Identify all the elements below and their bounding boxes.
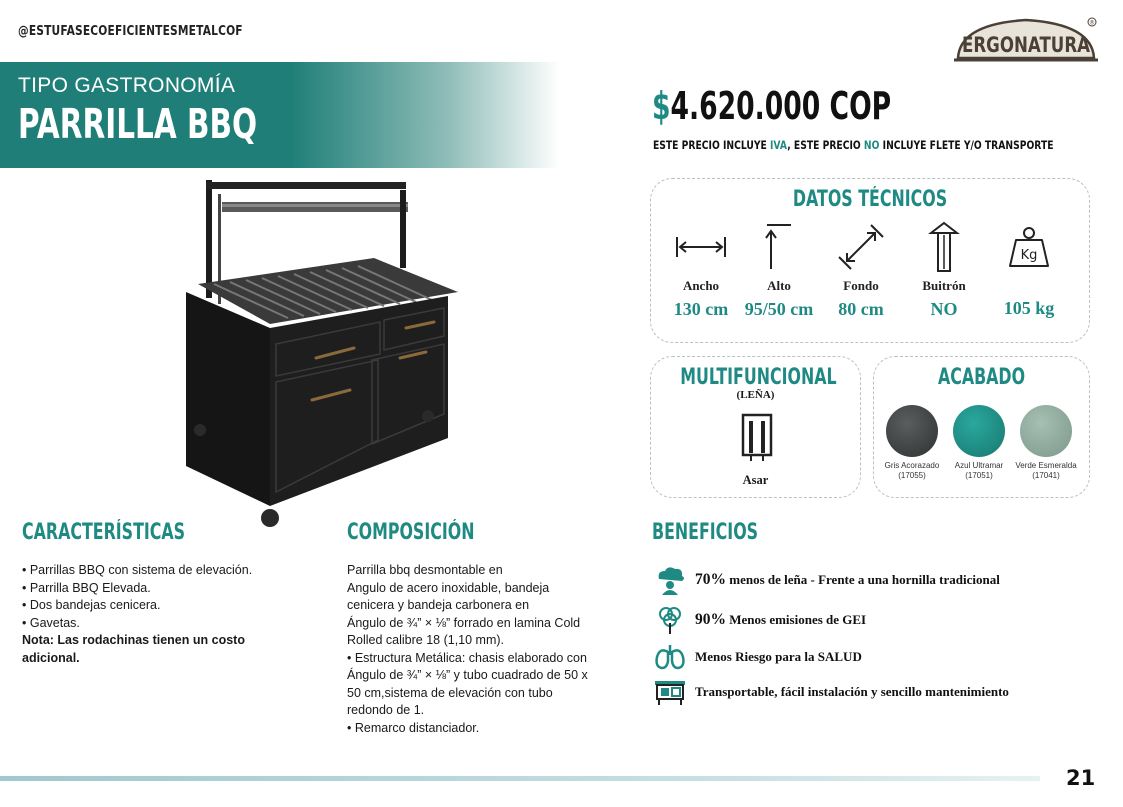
asar-label: Asar: [742, 473, 769, 487]
beneficios-title: BENEFICIOS: [652, 520, 759, 545]
composicion-list: [347, 562, 647, 737]
multifuncional-subtitle: (LEÑA): [736, 389, 775, 401]
spec-buitron: [896, 221, 992, 320]
list-item: • Gavetas.: [22, 615, 80, 630]
acabado-title: ACABADO: [937, 365, 1026, 390]
price-amount: 4.620.000 COP: [670, 84, 892, 128]
benefit-salud: [652, 641, 862, 673]
list-item: Angulo de acero inoxidable, bandeja: [347, 580, 550, 595]
swatch-code: (17055): [898, 471, 926, 480]
swatch-gris-acorazado[interactable]: [886, 405, 938, 481]
weight-icon: [981, 221, 1077, 273]
acabado-panel: [873, 356, 1090, 498]
spec-value: 80 cm: [838, 299, 884, 319]
spec-label: Alto: [767, 278, 791, 293]
note-text: Nota: Las rodachinas tienen un costo adicional.: [22, 633, 245, 665]
svg-text:®: ®: [1089, 19, 1095, 27]
title-banner: [0, 62, 560, 168]
multifuncional-panel: [650, 356, 861, 498]
list-item: • Parrillas BBQ con sistema de elevación.: [22, 563, 253, 577]
cloud-person-icon: [652, 564, 688, 596]
note-highlight-iva: IVA: [770, 138, 788, 152]
list-item: • Dos bandejas cenicera.: [22, 598, 161, 612]
swatch-color: [953, 405, 1005, 457]
list-item: 50 cm,sistema de elevación con tubo: [347, 685, 553, 700]
spec-label: Ancho: [682, 278, 720, 293]
spec-value: NO: [930, 299, 958, 319]
swatch-color: [886, 405, 938, 457]
brand-logo: [950, 14, 1102, 64]
spec-label: Fondo: [843, 278, 879, 293]
spec-label: [981, 278, 1077, 293]
multifuncional-title: MULTIFUNCIONAL: [680, 365, 837, 390]
list-item: • Parrilla BBQ Elevada.: [22, 580, 151, 595]
list-item: cenicera y bandeja carbonera en: [347, 598, 530, 612]
swatch-verde-esmeralda[interactable]: [1015, 405, 1077, 481]
swatch-name: Azul Ultramar: [954, 461, 1004, 470]
spec-value: 95/50 cm: [744, 299, 814, 319]
benefit-transportable: [652, 676, 1009, 708]
logo-text: ERGONATURA: [962, 33, 1091, 57]
page-number: 21: [1066, 766, 1096, 790]
tree-icon: [652, 604, 688, 636]
list-item: Ángulo de ¾” × ⅛” y tubo cuadrado de 50 x: [347, 668, 588, 682]
list-item: • Estructura Metálica: chasis elaborado con: [347, 650, 587, 665]
spec-label: Buitrón: [922, 278, 966, 293]
swatch-code: (17041): [1032, 471, 1060, 480]
category-label: TIPO GASTRONOMÍA: [18, 74, 236, 97]
benefit-gei: [652, 604, 866, 636]
list-item: • Remarco distanciador.: [347, 720, 480, 735]
price-note: [653, 138, 1054, 152]
datos-tecnicos-title: DATOS TÉCNICOS: [792, 187, 948, 212]
lungs-icon: [652, 641, 688, 673]
chimney-icon: [896, 221, 992, 273]
spec-peso: [981, 221, 1077, 319]
footer-divider: [0, 776, 1040, 781]
swatch-color: [1020, 405, 1072, 457]
benefit-text: Menos Riesgo para la SALUD: [695, 649, 862, 664]
price: [652, 84, 891, 128]
caracteristicas-title: CARACTERÍSTICAS: [22, 520, 186, 545]
grill-asar-icon: [739, 411, 775, 463]
benefit-highlight: 90%: [695, 611, 726, 628]
page-title: PARRILLA BBQ: [18, 100, 258, 148]
stove-icon: [652, 676, 688, 708]
benefit-text: Transportable, fácil instalación y sencillo mantenimiento: [695, 684, 1009, 699]
swatch-name: Verde Esmeralda: [1015, 461, 1077, 470]
spec-value: 105 kg: [1003, 298, 1055, 318]
note-part: , ESTE PRECIO: [787, 138, 864, 152]
list-item: Ángulo de ¾” × ⅛” forrado en lamina Cold: [347, 615, 581, 630]
swatch-code: (17051): [965, 471, 993, 480]
composicion-title: COMPOSICIÓN: [347, 520, 475, 545]
depth-arrow-icon: [813, 221, 909, 273]
datos-tecnicos-panel: [650, 178, 1090, 343]
swatch-name: Gris Acorazado: [884, 461, 940, 470]
caracteristicas-list: [22, 562, 302, 667]
spec-value: 130 cm: [673, 299, 729, 319]
note-highlight-no: NO: [863, 138, 880, 152]
spec-fondo: [813, 221, 909, 320]
note-part: ESTE PRECIO INCLUYE: [653, 138, 771, 152]
swatch-azul-ultramar[interactable]: [953, 405, 1005, 481]
social-handle: @ESTUFASECOEFICIENTESMETALCOF: [18, 24, 243, 39]
currency-symbol: $: [652, 84, 671, 128]
list-item: redondo de 1.: [347, 703, 425, 717]
benefit-text: menos de leña - Frente a una hornilla tradicional: [726, 572, 1000, 587]
weight-icon-text: Kg: [1020, 248, 1038, 263]
product-image: [178, 176, 468, 534]
list-item: Rolled calibre 18 (1,10 mm).: [347, 633, 505, 647]
note-part: INCLUYE FLETE Y/O TRANSPORTE: [879, 138, 1054, 152]
benefit-highlight: 70%: [695, 571, 726, 588]
benefit-text: Menos emisiones de GEI: [726, 612, 867, 627]
list-item: Parrilla bbq desmontable en: [347, 563, 503, 577]
benefit-lena: [652, 564, 1000, 596]
